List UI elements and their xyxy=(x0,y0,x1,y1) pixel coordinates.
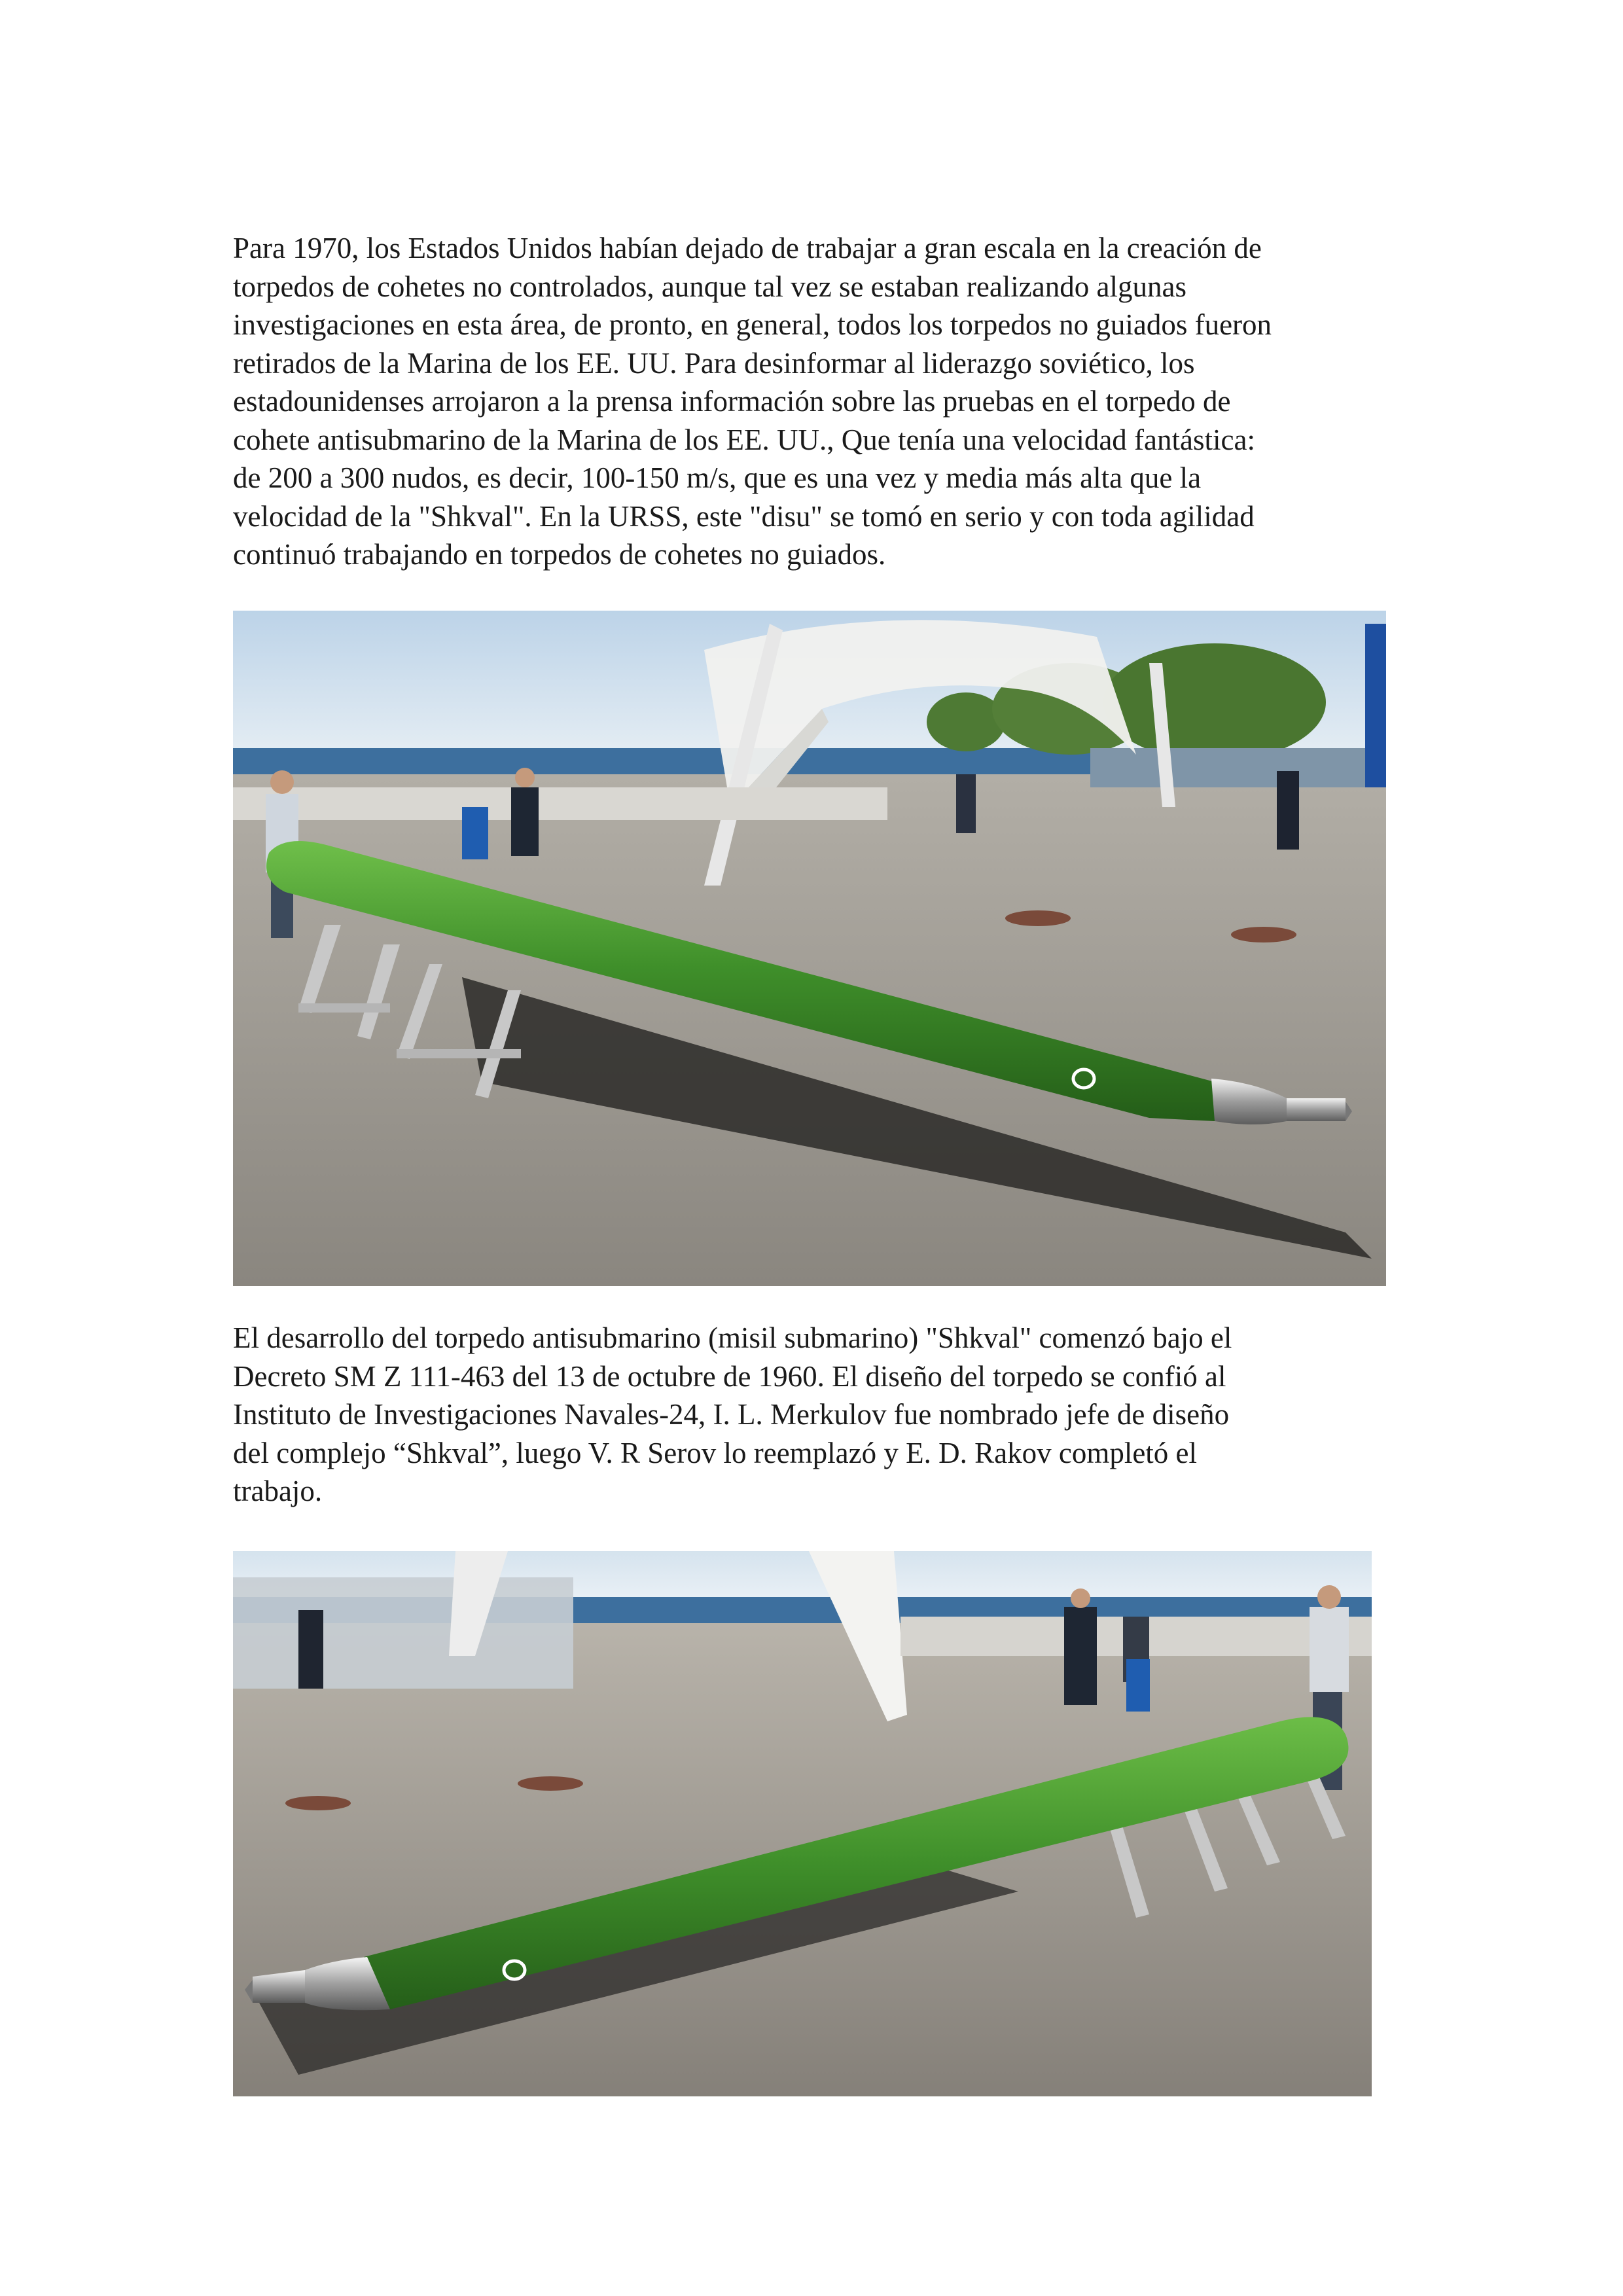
paragraph-line: El desarrollo del torpedo antisubmarino (misil submarino) "Shkval" comenzó bajo el xyxy=(233,1321,1232,1354)
paragraph-line: torpedos de cohetes no controlados, aunque tal vez se estaban realizando algunas xyxy=(233,270,1186,303)
paragraph-line: cohete antisubmarino de la Marina de los EE. UU., Que tenía una velocidad fantástica: xyxy=(233,423,1255,456)
torpedo-photo-1-drawing xyxy=(233,611,1386,1286)
paragraph-2 xyxy=(233,1319,1398,1511)
paragraph-line: estadounidenses arrojaron a la prensa información sobre las pruebas en el torpedo de xyxy=(233,385,1231,418)
paragraph-line: de 200 a 300 nudos, es decir, 100-150 m/s, que es una vez y media más alta que la xyxy=(233,461,1202,494)
paragraph-line: Instituto de Investigaciones Navales-24, I. L. Merkulov fue nombrado jefe de diseño xyxy=(233,1398,1230,1431)
torpedo-photo-2-drawing xyxy=(233,1551,1372,2096)
torpedo-photo-1 xyxy=(233,611,1386,1286)
paragraph-line: Para 1970, los Estados Unidos habían dejado de trabajar a gran escala en la creación de xyxy=(233,232,1262,264)
paragraph-1 xyxy=(233,229,1398,574)
paragraph-line: trabajo. xyxy=(233,1475,323,1507)
paragraph-line: del complejo “Shkval”, luego V. R Serov lo reemplazó y E. D. Rakov completó el xyxy=(233,1436,1198,1469)
paragraph-line: Decreto SM Z 111-463 del 13 de octubre de 1960. El diseño del torpedo se confió al xyxy=(233,1359,1226,1393)
paragraph-line: continuó trabajando en torpedos de cohetes no guiados. xyxy=(233,538,886,571)
paragraph-line: investigaciones en esta área, de pronto, en general, todos los torpedos no guiados fueron xyxy=(233,308,1272,341)
paragraph-line: velocidad de la "Shkval". En la URSS, este "disu" se tomó en serio y con toda agilidad xyxy=(233,499,1255,533)
paragraph-line: retirados de la Marina de los EE. UU. Para desinformar al liderazgo soviético, los xyxy=(233,346,1195,380)
torpedo-photo-2 xyxy=(233,1551,1372,2096)
